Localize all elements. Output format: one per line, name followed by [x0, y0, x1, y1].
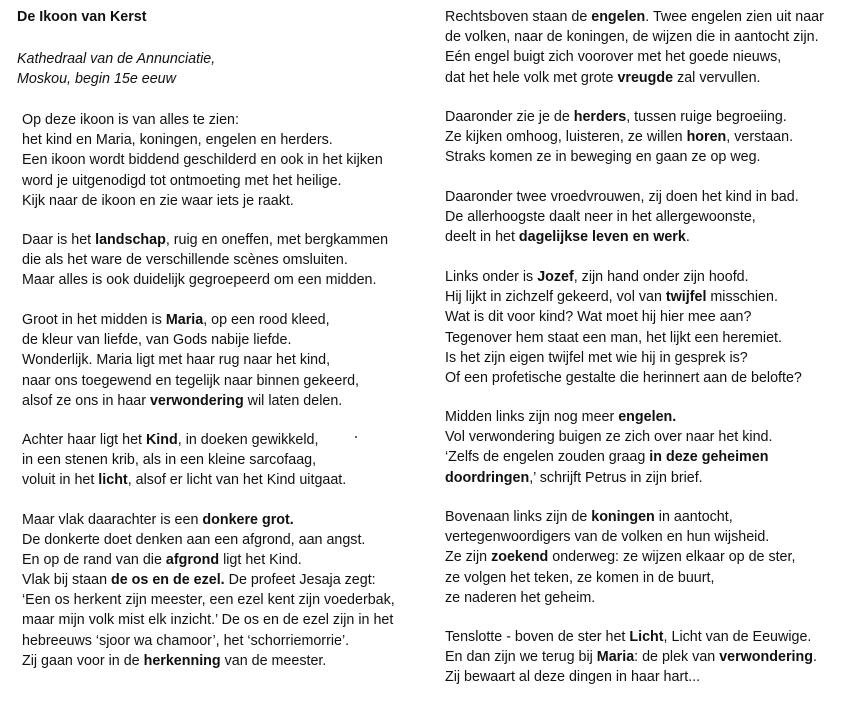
line-text: deelt in het — [445, 229, 519, 246]
line-text: naar ons toegewend en tegelijk naar binnen gekeerd, — [22, 372, 360, 389]
poem-line — [22, 470, 346, 490]
poem-line — [445, 348, 748, 368]
line-text: ‘Een os herkent zijn meester, een ezel kent zijn voederbak, — [22, 592, 395, 609]
line-text: Rechtsboven staan de — [445, 9, 592, 25]
line-text: Of een profetische gestalte die herinnert aan de belofte? — [445, 370, 802, 386]
emphasis-text: twijfel — [665, 289, 707, 306]
poem-line — [22, 330, 291, 350]
line-text: Eén engel buigt zich voorover met het goede nieuws, — [445, 49, 782, 66]
emphasis-text: Jozef — [537, 269, 574, 285]
poem-line — [22, 250, 348, 270]
emphasis-text: dagelijkse leven en werk — [518, 229, 686, 246]
line-text: , alsof er licht van het Kind uitgaat. — [127, 472, 347, 489]
line-text: Kijk naar de ikoon en zie waar iets je raakt. — [22, 192, 294, 209]
line-text: Een ikoon wordt biddend geschilderd en ook in het kijken — [22, 152, 383, 169]
line-text: misschien. — [706, 289, 778, 306]
emphasis-text: Licht — [629, 629, 664, 645]
line-text: het kind en Maria, koningen, engelen en herders. — [22, 132, 333, 149]
line-text: Daaronder twee vroedvrouwen, zij doen het kind in bad. — [445, 189, 799, 205]
line-text: En op de rand van die — [22, 552, 166, 569]
poem-line — [445, 227, 690, 247]
line-text: Straks komen ze in beweging en gaan ze op weg. — [445, 149, 761, 166]
line-text: . Twee engelen zien uit naar — [645, 9, 824, 25]
poem-line — [445, 107, 787, 127]
line-text: Is het zijn eigen twijfel met wie hij in gesprek is? — [445, 349, 748, 366]
line-text: ‘Zelfs de engelen zouden graag — [445, 449, 650, 466]
poem-line — [445, 627, 811, 647]
emphasis-text: de os en de ezel. — [111, 572, 225, 588]
line-text: zal vervullen. — [673, 69, 761, 86]
emphasis-text: herders — [573, 109, 627, 125]
poem-line — [22, 450, 316, 470]
emphasis-text: engelen — [591, 9, 646, 25]
poem-line — [445, 368, 802, 388]
poem-line — [445, 207, 756, 227]
emphasis-text: afgrond — [165, 552, 220, 569]
poem-line — [22, 110, 239, 130]
emphasis-text: in deze geheimen — [649, 449, 769, 466]
line-text: Bovenaan links zijn de — [445, 509, 592, 525]
line-text: in een stenen krib, als in een kleine sarcofaag, — [22, 452, 317, 469]
emphasis-text: Maria — [596, 649, 635, 666]
line-text: hebreeuws ‘sjoor wa chamoor’, het ‘schorriemorrie’. — [22, 632, 350, 649]
line-text: ze volgen het teken, ze komen in de buurt, — [445, 569, 715, 586]
poem-line — [445, 267, 749, 287]
poem-line — [445, 407, 676, 427]
line-text: de kleur van liefde, van Gods nabije liefde. — [22, 332, 292, 349]
line-text: ,’ schrijft Petrus in zijn brief. — [529, 469, 703, 486]
line-text: ligt het Kind. — [219, 552, 302, 569]
poem-title: De Ikoon van Kerst — [17, 9, 147, 25]
line-text: word je uitgenodigd tot ontmoeting met het heilige. — [22, 172, 342, 189]
line-text: maar mijn volk mist elk inzicht.’ De os en de ezel zijn in het — [22, 612, 394, 629]
poem-line — [445, 507, 733, 527]
emphasis-text: donkere grot. — [202, 512, 294, 528]
line-text: die als het ware de verschillende scènes omsluiten. — [22, 252, 348, 269]
line-text: Daaronder zie je de — [445, 109, 574, 125]
line-text: Tenslotte - boven de ster het — [445, 629, 630, 645]
line-text: Ze kijken omhoog, luisteren, ze willen — [445, 129, 687, 146]
poem-line — [22, 191, 294, 211]
poem-line — [445, 447, 768, 467]
emphasis-text: horen — [686, 129, 727, 146]
line-text: Vol verwondering buigen ze zich over naar het kind. — [445, 429, 773, 446]
emphasis-text: vreugde — [617, 69, 674, 86]
line-text: Zij bewaart al deze dingen in haar hart... — [445, 669, 701, 686]
poem-line — [22, 310, 330, 330]
poem-line — [445, 147, 761, 167]
poem-line — [445, 187, 799, 207]
emphasis-text: herkenning — [143, 652, 221, 669]
emphasis-text: landschap — [95, 232, 166, 248]
line-text: Zij gaan voor in de — [22, 652, 144, 669]
emphasis-text: Maria — [165, 312, 204, 328]
line-text: , tussen ruige begroeiing. — [626, 109, 787, 125]
poem-line — [22, 610, 393, 630]
poem-line — [22, 590, 395, 610]
poem-line — [445, 68, 761, 88]
poem-line — [22, 130, 333, 150]
emphasis-text: engelen. — [618, 409, 677, 425]
line-text: : de plek van — [634, 649, 720, 666]
line-text: voluit in het — [22, 472, 99, 489]
poem-line — [445, 588, 595, 608]
line-text: De allerhoogste daalt neer in het allergewoonste, — [445, 209, 756, 226]
poem-line — [445, 127, 793, 147]
poem-line — [22, 530, 365, 550]
emphasis-text: verwondering — [719, 649, 813, 666]
line-text: Ze zijn — [445, 549, 492, 566]
subtitle-line-1: Kathedraal van de Annunciatie, — [17, 51, 216, 67]
line-text: , zijn hand onder zijn hoofd. — [573, 269, 749, 285]
poem-line — [445, 568, 714, 588]
emphasis-text: Kind — [145, 432, 178, 448]
line-text: ze naderen het geheim. — [445, 589, 596, 606]
poem-line — [445, 287, 778, 307]
line-text: de volken, naar de koningen, de wijzen die in aantocht zijn. — [445, 29, 819, 46]
line-text: , in doeken gewikkeld, — [177, 432, 319, 448]
line-text: De profeet Jesaja zegt: — [224, 572, 376, 588]
poem-line — [22, 631, 349, 651]
poem-line — [445, 307, 751, 327]
subtitle-line-2: Moskou, begin 15e eeuw — [17, 71, 176, 87]
poem-line — [445, 547, 795, 567]
poem-line — [445, 7, 824, 27]
poem-line — [22, 550, 302, 570]
emphasis-text: verwondering — [149, 392, 244, 409]
poem-line — [22, 230, 388, 250]
emphasis-text: zoekend — [491, 549, 549, 566]
line-text: Vlak bij staan — [22, 572, 112, 588]
poem-line — [22, 651, 326, 671]
line-text: Wat is dit voor kind? Wat moet hij hier mee aan? — [445, 309, 752, 326]
line-text: Tegenover hem staat een man, het lijkt een heremiet. — [445, 329, 782, 346]
line-text: , ruig en oneffen, met bergkammen — [165, 232, 389, 248]
poem-line — [22, 270, 376, 290]
line-text: Groot in het midden is — [22, 312, 166, 328]
poem-line — [22, 430, 318, 450]
line-text: Daar is het — [22, 232, 96, 248]
poem-line — [22, 150, 383, 170]
poem-line — [445, 667, 700, 687]
emphasis-text: licht — [98, 472, 128, 489]
line-text: , op een rood kleed, — [203, 312, 330, 328]
line-text: . — [685, 229, 690, 246]
emphasis-text: koningen — [591, 509, 655, 525]
poem-line — [22, 371, 359, 391]
line-text: Maar vlak daarachter is een — [22, 512, 203, 528]
poem-line — [22, 391, 342, 411]
line-text: Hij lijkt in zichzelf gekeerd, vol van — [445, 289, 666, 306]
poem-line — [22, 350, 330, 370]
line-text: Midden links zijn nog meer — [445, 409, 619, 425]
poem-line — [445, 647, 817, 667]
line-text: Op deze ikoon is van alles te zien: — [22, 112, 239, 128]
line-text: onderweg: ze wijzen elkaar op de ster, — [548, 549, 796, 566]
emphasis-text: doordringen — [445, 469, 530, 486]
poem-line — [445, 527, 769, 547]
poem-line — [22, 570, 376, 590]
poem-line — [22, 510, 294, 530]
line-text: Wonderlijk. Maria ligt met haar rug naar het kind, — [22, 352, 331, 369]
line-text: vertegenwoordigers van de volken en hun wijsheid. — [445, 529, 770, 546]
poem-line — [445, 27, 819, 47]
line-text: alsof ze ons in haar — [22, 392, 150, 409]
poem-line — [445, 427, 772, 447]
poem-line — [445, 328, 782, 348]
line-text: En dan zijn we terug bij — [445, 649, 597, 666]
poem-line — [445, 468, 703, 488]
line-text: De donkerte doet denken aan een afgrond, aan angst. — [22, 532, 366, 549]
stray-dot — [355, 436, 357, 438]
line-text: dat het hele volk met grote — [445, 69, 618, 86]
line-text: . — [812, 649, 817, 666]
line-text: wil laten delen. — [243, 392, 343, 409]
poem-line — [445, 47, 781, 67]
poem-line — [22, 171, 342, 191]
line-text: , Licht van de Eeuwige. — [663, 629, 812, 645]
line-text: Maar alles is ook duidelijk gegroepeerd om een midden. — [22, 272, 377, 289]
line-text: , verstaan. — [726, 129, 794, 146]
line-text: Achter haar ligt het — [22, 432, 146, 448]
line-text: Links onder is — [445, 269, 538, 285]
line-text: in aantocht, — [654, 509, 733, 525]
line-text: van de meester. — [220, 652, 327, 669]
